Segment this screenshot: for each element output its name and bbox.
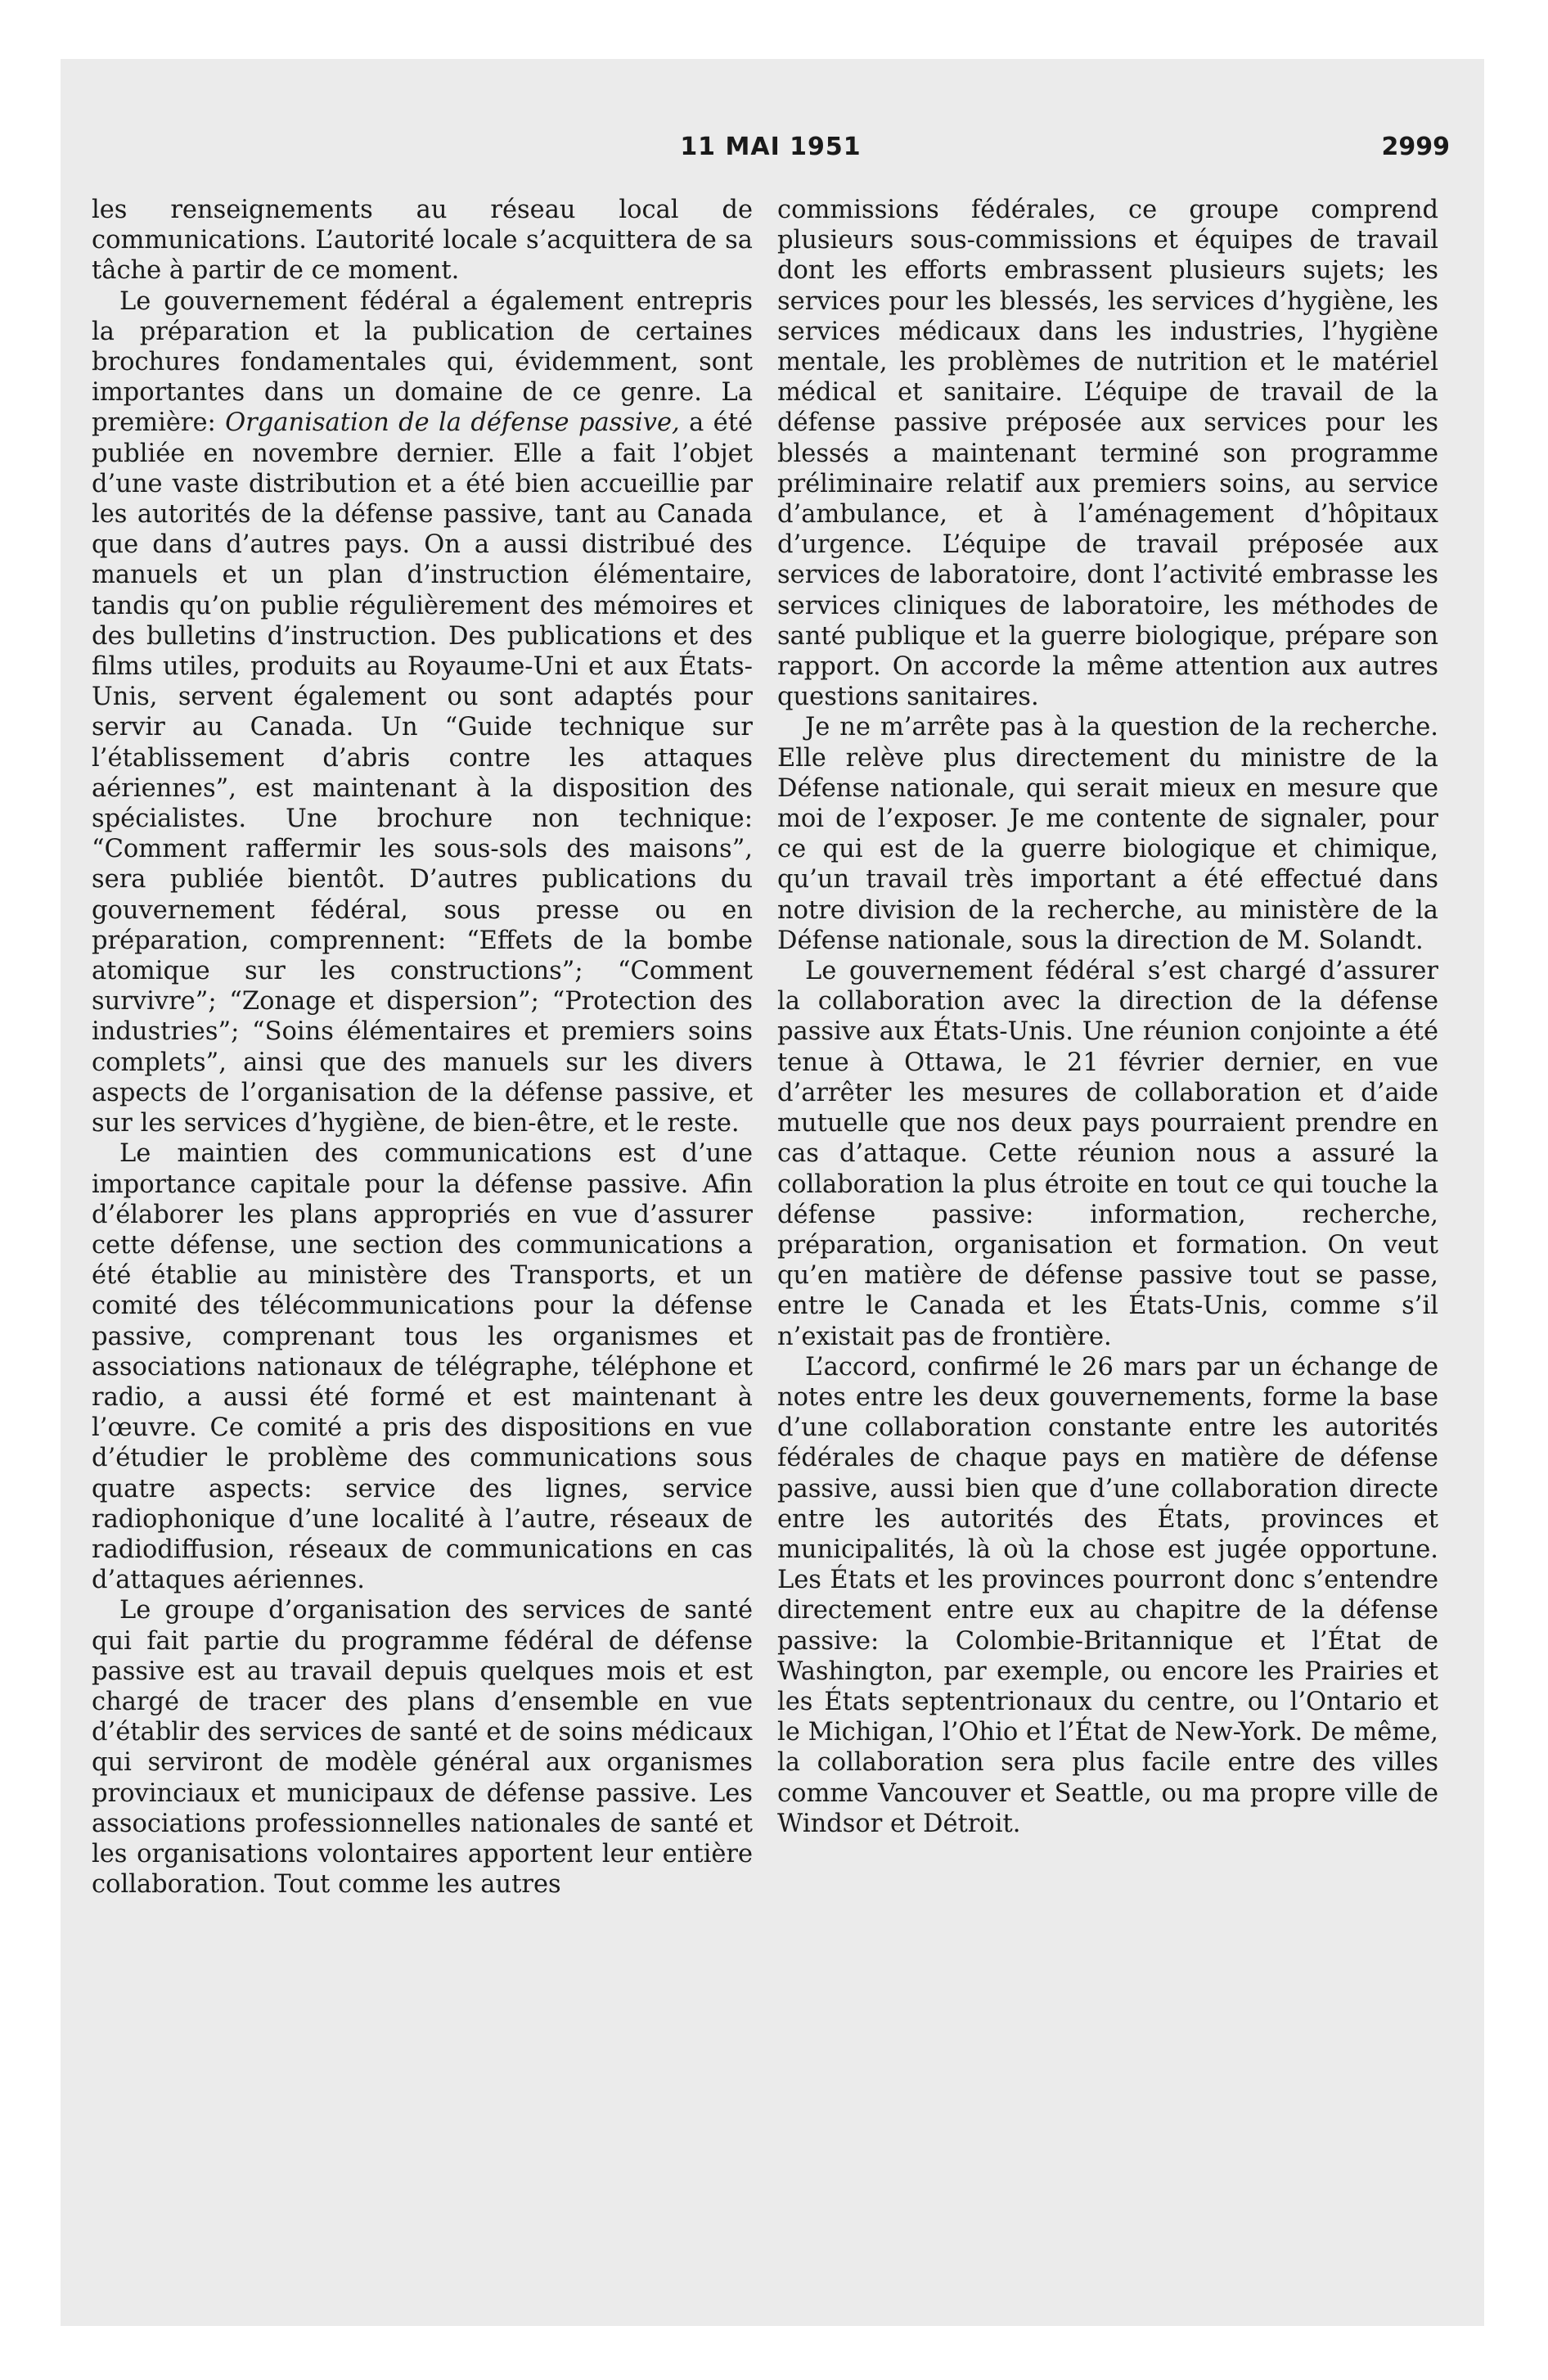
paragraph: Je ne m’arrête pas à la question de la recherche. Elle relève plus directement du ministre de la Défense nationale, qui serait mieux en mesure que moi de l’exposer. Je me contente de signaler, pour ce qui est de la guerre biologique et chimique, qu’un travail très important a été effectué dans notre division de la recherche, au ministère de la Défense nationale, sous la direction de M. Solandt. [777,713,1438,955]
page-header [92,133,1450,174]
paragraph: Le gouvernement fédéral s’est chargé d’assurer la collaboration avec la direction de la défense passive aux États-Unis. Une réunion conjointe a été tenue à Ottawa, le 21 février dernier, en vue d’arrêter les mesures de collaboration et d’aide mutuelle que nos deux pays pourraient prendre en cas d’attaque. Cette réunion nous a assuré la collaboration la plus étroite en tout ce qui touche la défense passive: information, recherche, préparation, organisation et formation. On veut qu’en matière de défense passive tout se passe, entre le Canada et les États-Unis, comme s’il n’existait pas de frontière. [777,957,1438,1351]
paragraph [92,286,753,1139]
paragraph: commissions fédérales, ce groupe comprend plusieurs sous-commissions et équipes de travail dont les efforts embrassent plusieurs sujets; les services pour les blessés, les services d’hygiène, les services médicaux dans les industries, l’hygiène mentale, les problèmes de nutrition et le matériel médical et sanitaire. L’équipe de travail de la défense passive préposée aux services pour les blessés a maintenant terminé son programme préliminaire relatif aux premiers soins, au service d’ambulance, et à l’aménagement d’hôpitaux d’urgence. L’équipe de travail préposée aux services de laboratoire, dont l’activité embrasse les services cliniques de laboratoire, les méthodes de santé publique et la guerre biologique, prépare son rapport. On accorde la même attention aux autres questions sanitaires. [777,196,1438,712]
paragraph: Le groupe d’organisation des services de santé qui fait partie du programme fédéral de défense passive est au travail depuis quelques mois et est chargé de tracer des plans d’ensemble en vue d’établir des services de santé et de soins médicaux qui serviront de modèle général aux organismes provinciaux et municipaux de défense passive. Les associations professionnelles nationales de santé et les organisations volontaires apportent leur entière collaboration. Tout comme les autres [92,1596,753,1900]
publication-title: Organisation de la défense passive, [225,408,680,438]
page-number: 2999 [1381,133,1450,161]
paragraph: Le maintien des communications est d’une importance capitale pour la défense passive. Afin d’élaborer les plans appropriés en vue d’assurer cette défense, une section des communications a été établie au ministère des Transports, et un comité des télécommunications pour la défense passive, comprenant tous les organismes et associations nationaux de télégraphe, téléphone et radio, a aussi été formé et est maintenant à l’œuvre. Ce comité a pris des dispositions en vue d’étudier le problème des communications sous quatre aspects: service des lignes, service radiophonique d’une localité à l’autre, réseaux de radiodiffusion, réseaux de communications en cas d’attaques aériennes. [92,1139,753,1595]
right-column [777,195,1438,1839]
left-column [92,195,753,1900]
paragraph: L’accord, confirmé le 26 mars par un échange de notes entre les deux gouvernements, forme la base d’une collaboration constante entre les autorités fédérales de chaque pays en matière de défense passive, aussi bien que d’une collaboration directe entre les autorités des États, provinces et municipalités, là où la chose est jugée opportune. Les États et les provinces pourront donc s’entendre directement entre eux au chapitre de la défense passive: la Colombie-Britannique et l’État de Washington, par exemple, ou encore les Prairies et les États septentrionaux du centre, ou l’Ontario et le Michigan, l’Ohio et l’État de New-York. De même, la collaboration sera plus facile entre des villes comme Vancouver et Seattle, ou ma propre ville de Windsor et Détroit. [777,1352,1438,1838]
paragraph-text: a été publiée en novembre dernier. Elle a fait l’objet d’une vaste distribution et a été bien accueillie par les autorités de la défense passive, tant au Canada que dans d’autres pays. On a aussi distribué des manuels et un plan d’instruction élémentaire, tandis qu’on publie régulièrement des mémoires et des bulletins d’instruction. Des publications et des films utiles, produits au Royaume-Uni et aux États-Unis, servent également ou sont adaptés pour servir au Canada. Un “Guide technique sur l’établissement d’abris contre les attaques aériennes”, est maintenant à la disposition des spécialistes. Une brochure non technique: “Comment raffermir les sous-sols des maisons”, sera publiée bientôt. D’autres publications du gouvernement fédéral, sous presse ou en préparation, comprennent: “Effets de la bombe atomique sur les constructions”; “Comment survivre”; “Zonage et dispersion”; “Protection des industries”; “Soins élémentaires et premiers soins complets”, ainsi que des manuels sur les divers aspects de l’organisation de la défense passive, et sur les services d’hygiène, de bien-être, et le reste. [92,408,754,1138]
paragraph-text: Le gouvernement fédéral a également entrepris la préparation et la publication de certaines brochures fondamentales qui, évidemment, sont importantes dans un domaine de ce genre. La première: [92,286,753,438]
page-date: 11 MAI 1951 [680,133,862,161]
paragraph: les renseignements au réseau local de communications. L’autorité locale s’acquittera de sa tâche à partir de ce moment. [92,196,753,286]
